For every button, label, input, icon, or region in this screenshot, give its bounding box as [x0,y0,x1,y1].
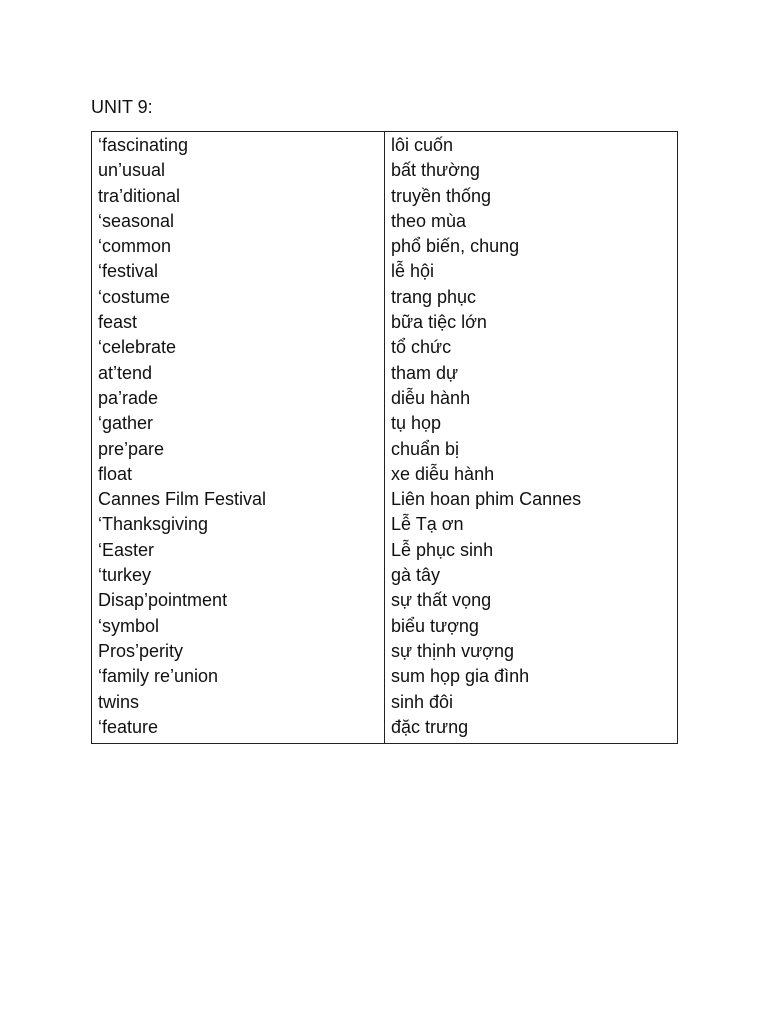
english-term: ‘seasonal [98,210,175,231]
vietnamese-meaning: lễ hội [391,261,435,282]
vietnamese-meaning: Liên hoan phim Cannes [391,489,582,510]
vietnamese-column [385,132,677,743]
vietnamese-meaning: xe diễu hành [391,463,495,484]
vietnamese-meaning: sum họp gia đình [391,666,530,687]
english-term: ‘festival [98,261,159,282]
vietnamese-meaning: Lễ phục sinh [391,539,494,560]
english-term: ‘costume [98,286,171,307]
english-term: ‘Easter [98,539,155,560]
vietnamese-meaning: phổ biến, chung [391,236,520,257]
english-term: pa’rade [98,387,159,408]
vietnamese-meaning: tổ chức [391,337,452,358]
english-term: ‘feature [98,716,159,737]
english-term: ‘Thanksgiving [98,514,209,535]
english-term: ‘symbol [98,615,160,636]
unit-heading: UNIT 9: [91,97,153,117]
vietnamese-meaning: sự thịnh vượng [391,640,514,661]
english-term: pre’pare [98,438,165,459]
english-term: at’tend [98,362,153,383]
english-term: ‘gather [98,413,154,434]
vietnamese-meaning: đặc trưng [391,716,469,737]
vietnamese-meaning: truyền thống [391,185,492,206]
vietnamese-meaning: tụ họp [391,413,442,434]
vocabulary-table [91,131,678,744]
vietnamese-meaning: diễu hành [391,387,471,408]
english-term: ‘family re’union [98,666,219,687]
vietnamese-meaning: chuẩn bị [391,438,460,459]
english-term: ‘fascinating [98,135,189,155]
english-term: tra’ditional [98,185,181,206]
vietnamese-meaning: Lễ Tạ ơn [391,514,464,535]
vietnamese-meaning: bất thường [391,160,480,181]
english-term: un’usual [98,160,166,181]
vietnamese-meaning: tham dự [391,362,459,383]
vietnamese-meaning: trang phục [391,286,477,307]
english-term: ‘turkey [98,565,152,586]
english-term: Pros’perity [98,640,184,661]
vietnamese-meaning: gà tây [391,565,441,586]
vietnamese-meaning: bữa tiệc lớn [391,312,487,333]
english-term: ‘celebrate [98,337,177,358]
english-column [92,132,385,743]
vietnamese-meaning: lôi cuốn [391,135,454,155]
english-term: float [98,463,133,484]
vietnamese-meaning: sự thất vọng [391,590,492,611]
vietnamese-meaning: biểu tượng [391,615,479,636]
english-term: twins [98,691,140,712]
english-term: Disap’pointment [98,590,228,611]
english-term: feast [98,312,138,333]
english-term: ‘common [98,236,172,257]
vietnamese-meaning: theo mùa [391,210,467,231]
english-term: Cannes Film Festival [98,489,267,510]
vietnamese-meaning: sinh đôi [391,691,454,712]
